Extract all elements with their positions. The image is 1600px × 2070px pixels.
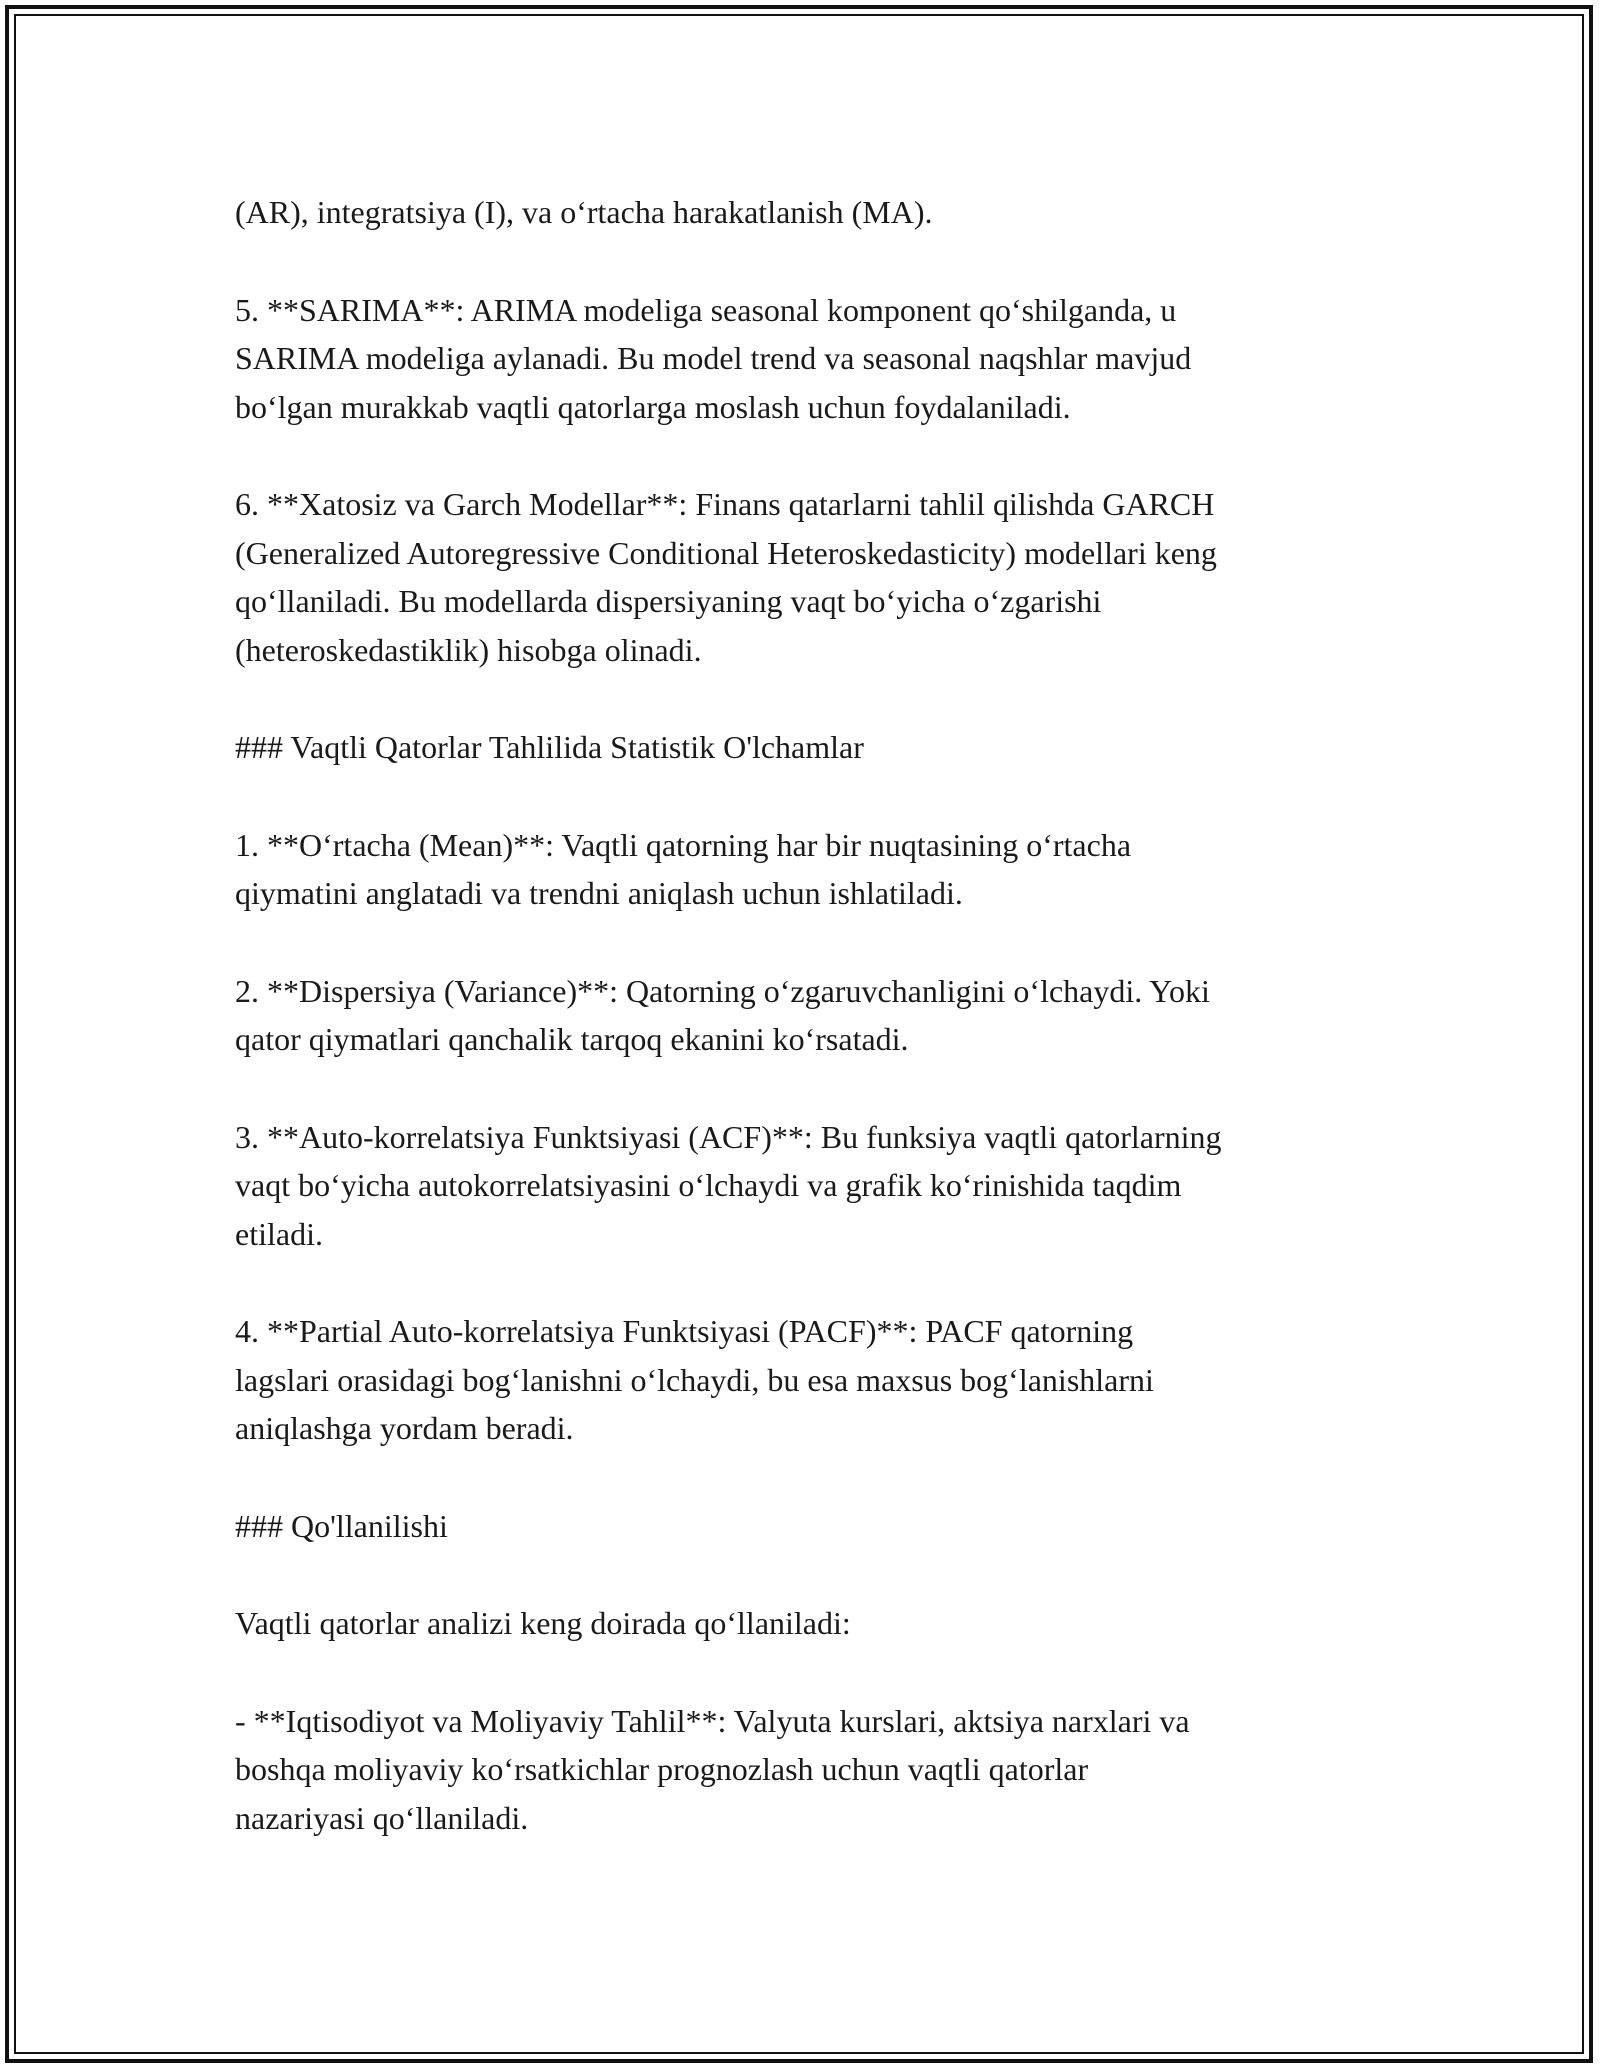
paragraph-acf (235, 1113, 1375, 1259)
text-line: 1. **O‘rtacha (Mean)**: Vaqtli qatorning har bir nuqtasining o‘rtacha (235, 826, 1132, 863)
text-line: lagslari orasidagi bog‘lanishni o‘lchaydi, bu esa maxsus bog‘lanishlarni (235, 1361, 1154, 1398)
text-line: 3. **Auto-korrelatsiya Funktsiyasi (ACF)**: Bu funksiya vaqtli qatorlarning (235, 1118, 1222, 1155)
paragraph-mean (235, 821, 1375, 918)
heading-usage (235, 1502, 1375, 1551)
text-line: (heteroskedastiklik) hisobga olinadi. (235, 631, 702, 668)
paragraph-sarima (235, 286, 1375, 432)
text-line: 2. **Dispersiya (Variance)**: Qatorning o‘zgaruvchanligini o‘lchaydi. Yoki (235, 972, 1210, 1009)
text-line: aniqlashga yordam beradi. (235, 1410, 574, 1446)
text-line: 4. **Partial Auto-korrelatsiya Funktsiyasi (PACF)**: PACF qatorning (235, 1313, 1134, 1349)
text-line: boshqa moliyaviy ko‘rsatkichlar prognozlash uchun vaqtli qatorlar (235, 1751, 1089, 1787)
text-line: 5. **SARIMA**: ARIMA modeliga seasonal komponent qo‘shilganda, u (235, 291, 1177, 328)
text-line: (AR), integratsiya (I), va o‘rtacha harakatlanish (MA). (235, 194, 933, 230)
text-line: Vaqtli qatorlar analizi keng doirada qo‘llaniladi: (235, 1605, 851, 1641)
text-line: ### Qo'llanilishi (235, 1507, 448, 1544)
document-body (235, 188, 1375, 1891)
text-line: etiladi. (235, 1215, 323, 1252)
text-line: qiymatini anglatadi va trendni aniqlash uchun ishlatiladi. (235, 875, 963, 911)
text-line: (Generalized Autoregressive Conditional Heteroskedasticity) modellari keng (235, 534, 1217, 571)
text-line: qator qiymatlari qanchalik tarqoq ekanini ko‘rsatadi. (235, 1021, 909, 1057)
text-line: - **Iqtisodiyot va Moliyaviy Tahlil**: Valyuta kurslari, aktsiya narxlari va (235, 1702, 1190, 1739)
paragraph-economy (235, 1697, 1375, 1843)
text-line: nazariyasi qo‘llaniladi. (235, 1799, 529, 1836)
text-line: 6. **Xatosiz va Garch Modellar**: Finans qatarlarni tahlil qilishda GARCH (235, 486, 1215, 522)
paragraph-pacf (235, 1307, 1375, 1453)
paragraph-garch (235, 480, 1375, 674)
text-line: bo‘lgan murakkab vaqtli qatorlarga moslash uchun foydalaniladi. (235, 388, 1071, 425)
text-line: qo‘llaniladi. Bu modellarda dispersiyaning vaqt bo‘yicha o‘zgarishi (235, 583, 1102, 619)
paragraph-variance (235, 967, 1375, 1064)
text-line: SARIMA modeliga aylanadi. Bu model trend va seasonal naqshlar mavjud (235, 340, 1192, 376)
text-line: vaqt bo‘yicha autokorrelatsiyasini o‘lchaydi va grafik ko‘rinishida taqdim (235, 1167, 1182, 1203)
heading-statistical-measures (235, 723, 1375, 772)
paragraph-arima-continuation (235, 188, 1375, 237)
text-line: ### Vaqtli Qatorlar Tahlilida Statistik O'lchamlar (235, 729, 864, 765)
paragraph-usage-intro (235, 1599, 1375, 1648)
